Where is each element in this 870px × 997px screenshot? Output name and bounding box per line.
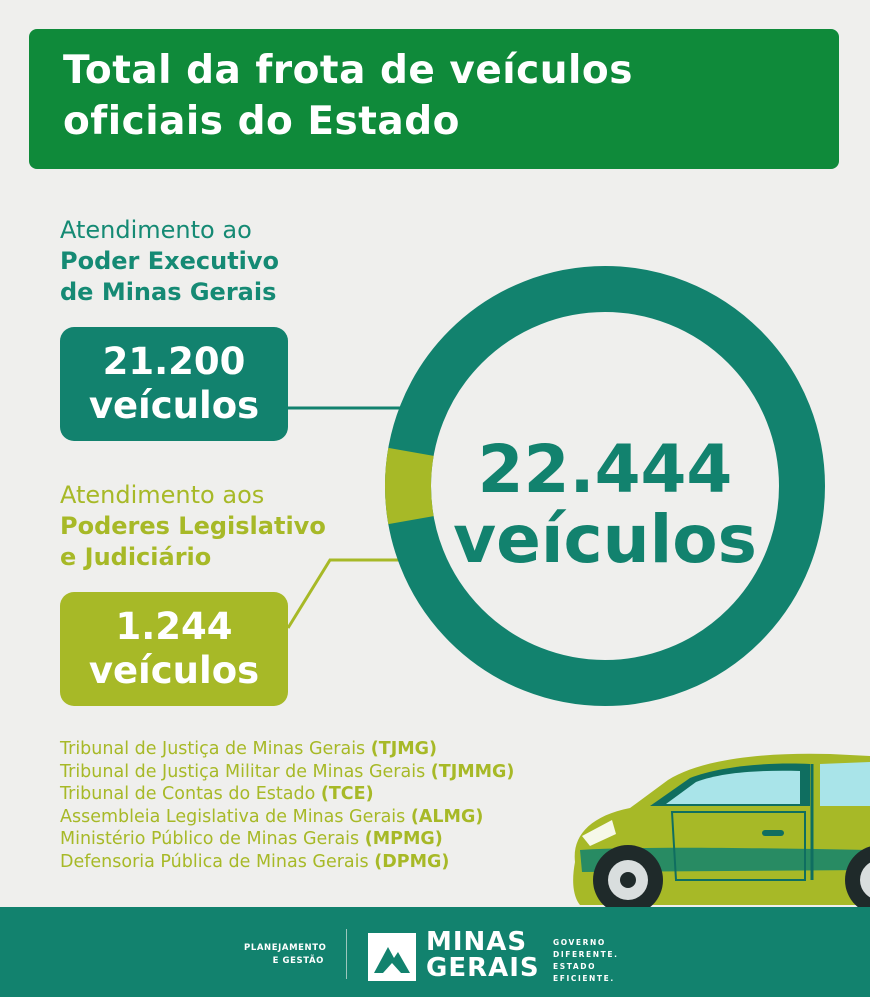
planning-line2: E GESTÃO <box>272 956 324 966</box>
entity-abbr: (TJMG) <box>370 739 437 759</box>
legislative-caption <box>60 480 326 573</box>
entity-abbr: (TJMMG) <box>430 761 515 782</box>
brand-line2: GERAIS <box>426 953 540 983</box>
executive-caption-line3: de Minas Gerais <box>60 278 277 306</box>
list-item <box>60 761 514 784</box>
footer <box>0 907 870 997</box>
entity-name: Defensoria Pública de Minas Gerais <box>60 851 369 872</box>
entity-name: Assembleia Legislativa de Minas Gerais <box>60 806 406 827</box>
entity-name: Tribunal de Justiça de Minas Gerais <box>60 739 366 759</box>
list-item <box>60 851 514 874</box>
entity-name: Tribunal de Justiça Militar de Minas Gerais <box>60 761 426 782</box>
entity-name: Ministério Público de Minas Gerais <box>60 829 360 849</box>
slogan <box>553 937 619 985</box>
executive-caption-line2: Poder Executivo <box>60 247 280 275</box>
list-item <box>60 783 514 806</box>
executive-count-box <box>60 327 288 441</box>
donut-slice-legislative <box>408 452 411 520</box>
slogan-line2: DIFERENTE. <box>553 950 619 959</box>
total-number: 22.444 <box>477 431 733 508</box>
entity-abbr: (ALMG) <box>410 806 484 827</box>
page-title-line1: Total da frota de veículos <box>63 48 633 93</box>
legislative-caption-line3: e Judiciário <box>60 543 212 571</box>
minas-gerais-logo-icon <box>368 933 416 981</box>
entities-list <box>60 738 514 873</box>
list-item <box>60 738 514 761</box>
entity-name: Tribunal de Contas do Estado <box>60 784 316 804</box>
entity-abbr: (TCE) <box>320 784 374 804</box>
brand-line1: MINAS <box>426 927 528 957</box>
legislative-count-box <box>60 592 288 706</box>
slogan-line3: ESTADO <box>553 962 597 971</box>
slogan-line4: EFICIENTE. <box>553 974 615 983</box>
executive-caption-line1: Atendimento ao <box>60 216 252 244</box>
page-title-line2: oficiais do Estado <box>63 99 460 144</box>
planning-line1: PLANEJAMENTO <box>244 943 327 953</box>
legislative-count-unit: veículos <box>88 649 260 692</box>
legislative-caption-line2: Poderes Legislativo <box>60 512 326 540</box>
total-unit: veículos <box>453 501 757 578</box>
executive-count-number: 21.200 <box>102 340 246 383</box>
footer-divider <box>346 929 347 979</box>
list-item <box>60 806 514 829</box>
entity-abbr: (DPMG) <box>374 851 450 872</box>
planning-label <box>244 942 327 968</box>
executive-caption <box>60 215 279 308</box>
legislative-caption-line1: Atendimento aos <box>60 481 265 509</box>
slogan-line1: GOVERNO <box>553 938 606 947</box>
executive-count-unit: veículos <box>88 384 260 427</box>
legislative-count-number: 1.244 <box>115 605 233 648</box>
brand-wordmark <box>426 929 540 981</box>
entity-abbr: (MPMG) <box>364 829 443 849</box>
list-item <box>60 828 514 851</box>
